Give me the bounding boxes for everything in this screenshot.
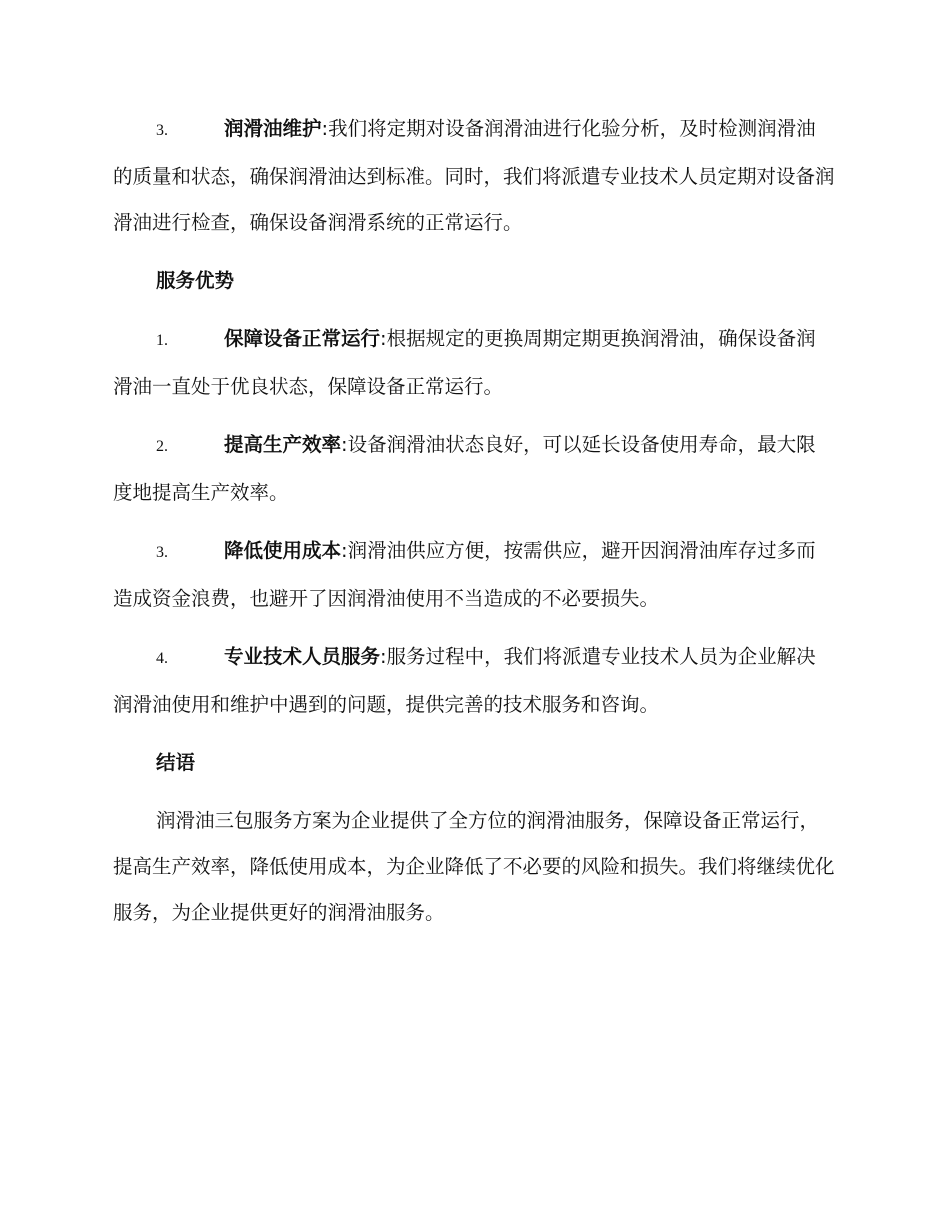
list-item-maintenance xyxy=(113,106,835,246)
list-term: 提高生产效率 xyxy=(224,433,342,456)
list-colon: : xyxy=(341,433,348,456)
conclusion-paragraph: 润滑油三包服务方案为企业提供了全方位的润滑油服务，保障设备正常运行，提高生产效率，降低使用成本，为企业降低了不必要的风险和损失。我们将继续优化服务，为企业提供更好的润滑油服务。 xyxy=(113,809,835,924)
list-colon: : xyxy=(380,327,387,350)
list-colon: : xyxy=(380,645,387,668)
list-text: 服务过程中，我们将派遣专业技术人员为企业解决润滑油使用和维护中遇到的问题，提供完善的技术服务和咨询。 xyxy=(113,645,816,716)
list-text: 根据规定的更换周期定期更换润滑油，确保设备润滑油一直处于优良状态，保障设备正常运行。 xyxy=(113,327,816,398)
document-page xyxy=(113,106,835,948)
list-text: 设备润滑油状态良好，可以延长设备使用寿命，最大限度地提高生产效率。 xyxy=(113,433,816,504)
list-number: 1. xyxy=(156,332,168,349)
list-text: 我们将定期对设备润滑油进行化验分析，及时检测润滑油的质量和状态，确保润滑油达到标准。同时，我们将派遣专业技术人员定期对设备润滑油进行检查，确保设备润滑系统的正常运行。 xyxy=(113,117,835,234)
section-heading-conclusion: 结语 xyxy=(156,751,196,774)
list-term: 专业技术人员服务 xyxy=(224,645,381,668)
list-term: 保障设备正常运行 xyxy=(224,327,381,350)
list-term: 降低使用成本 xyxy=(224,539,342,562)
list-number: 4. xyxy=(156,650,168,667)
list-text: 润滑油供应方便，按需供应，避开因润滑油库存过多而造成资金浪费，也避开了因润滑油使用不当造成的不必要损失。 xyxy=(113,539,816,610)
list-term: 润滑油维护 xyxy=(224,117,322,140)
list-item-advantage-2 xyxy=(113,422,835,516)
list-colon: : xyxy=(341,539,348,562)
list-colon: : xyxy=(321,117,329,140)
list-item-advantage-4 xyxy=(113,634,835,728)
list-number: 2. xyxy=(156,438,168,455)
list-item-advantage-1 xyxy=(113,316,835,410)
list-number: 3. xyxy=(156,544,168,561)
list-number: 3. xyxy=(156,122,168,139)
section-heading-advantages: 服务优势 xyxy=(156,269,235,292)
list-item-advantage-3 xyxy=(113,528,835,622)
